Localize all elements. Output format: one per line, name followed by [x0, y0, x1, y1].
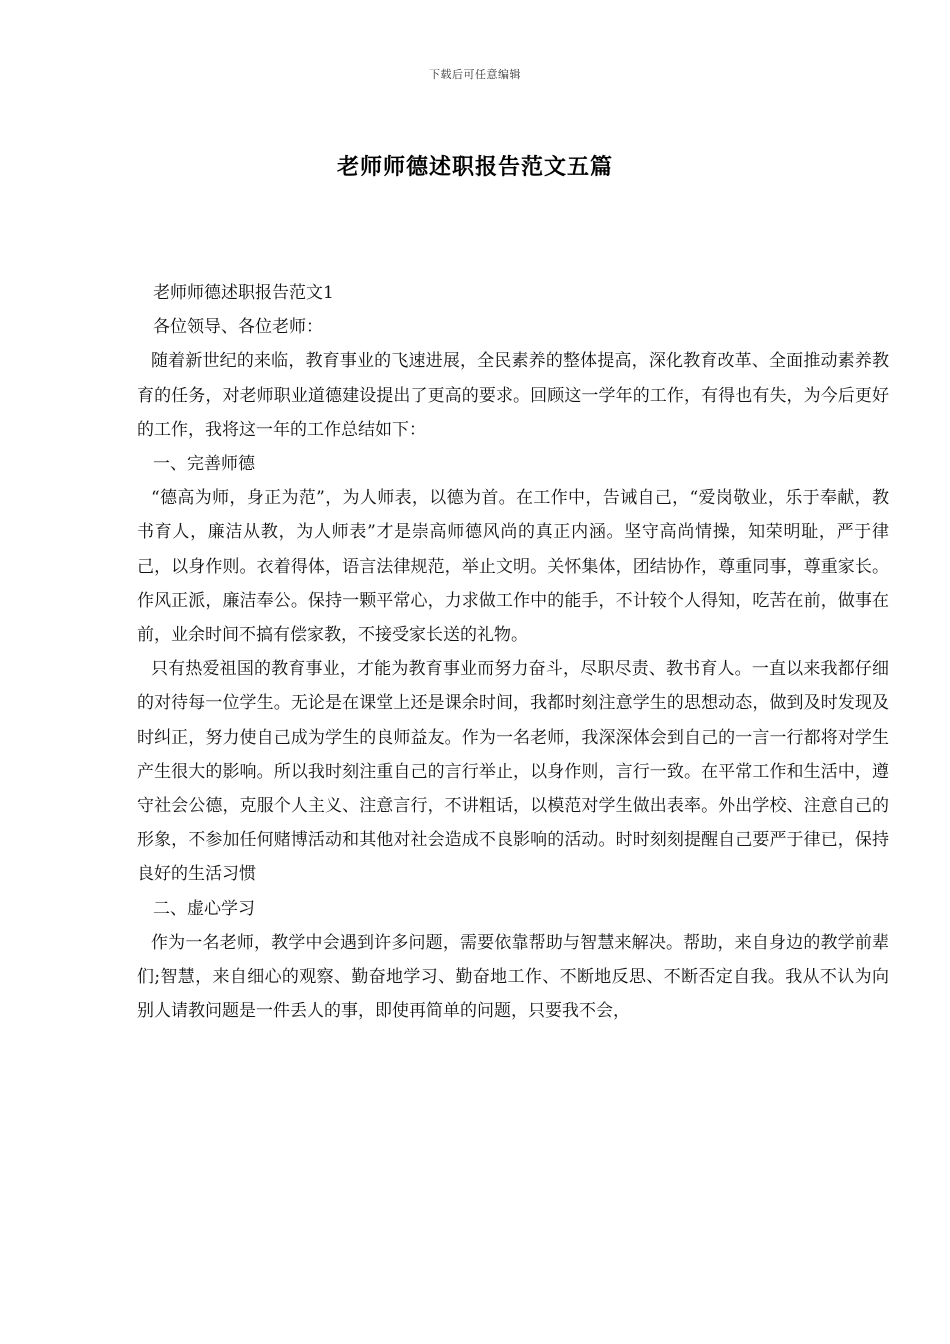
paragraph-intro: 随着新世纪的来临，教育事业的飞速进展，全民素养的整体提高，深化教育改革、全面推动素养教育的任务，对老师职业道德建设提出了更高的要求。回顾这一学年的工作，有得也有失，为今后更好的工作，我将这一年的工作总结如下：	[137, 351, 889, 440]
document-title: 老师师德述职报告范文五篇	[336, 154, 613, 180]
section-heading-humble-learning: 二、虚心学习	[153, 898, 255, 919]
paragraph-love-education: 只有热爱祖国的教育事业，才能为教育事业而努力奋斗，尽职尽责、教书育人。一直以来我都仔细的对待每一位学生。无论是在课堂上还是课余时间，我都时刻注意学生的思想动态，做到及时发现及时纠正，努力使自己成为学生的良师益友。作为一名老师，我深深体会到自己的一言一行都将对学生产生很大的影响。所以我时刻注重自己的言行举止，以身作则，言行一致。在平常工作和生活中，遵守社会公德，克服个人主义、注意言行，不讲粗话，以模范对学生做出表率。外出学校、注意自己的形象，不参加任何赌博活动和其他对社会造成不良影响的活动。时时刻刻提醒自己要严于律已，保持良好的生活习惯	[137, 659, 889, 885]
paragraph-learning: 作为一名老师，教学中会遇到许多问题，需要依靠帮助与智慧来解决。帮助，来自身边的教学前辈们;智慧，来自细心的观察、勤奋地学习、勤奋地工作、不断地反思、不断否定自我。我从不认为向别人请教问题是一件丢人的事，即使再简单的问题，只要我不会，	[137, 932, 889, 1022]
paragraph-ethics: “德高为师，身正为范”，为人师表，以德为首。在工作中，告诫自己，“爱岗敬业，乐于奉献，教书育人，廉洁从教，为人师表”才是崇高师德风尚的真正内涵。坚守高尚情操，知荣明耻，严于律己，以身作则。衣着得体，语言法律规范，举止文明。关怀集体，团结协作，尊重同事，尊重家长。作风正派，廉洁奉公。保持一颗平常心，力求做工作中的能手，不计较个人得知，吃苦在前，做事在前，业余时间不搞有偿家教，不接受家长送的礼物。	[137, 488, 889, 646]
document-body	[137, 276, 889, 1028]
header-note: 下载后可任意编辑	[429, 68, 521, 81]
section-heading-perfect-ethics: 一、完善师德	[153, 454, 255, 475]
section-heading-fanwen-1: 老师师德述职报告范文1	[153, 283, 334, 303]
salutation: 各位领导、各位老师：	[153, 317, 323, 338]
